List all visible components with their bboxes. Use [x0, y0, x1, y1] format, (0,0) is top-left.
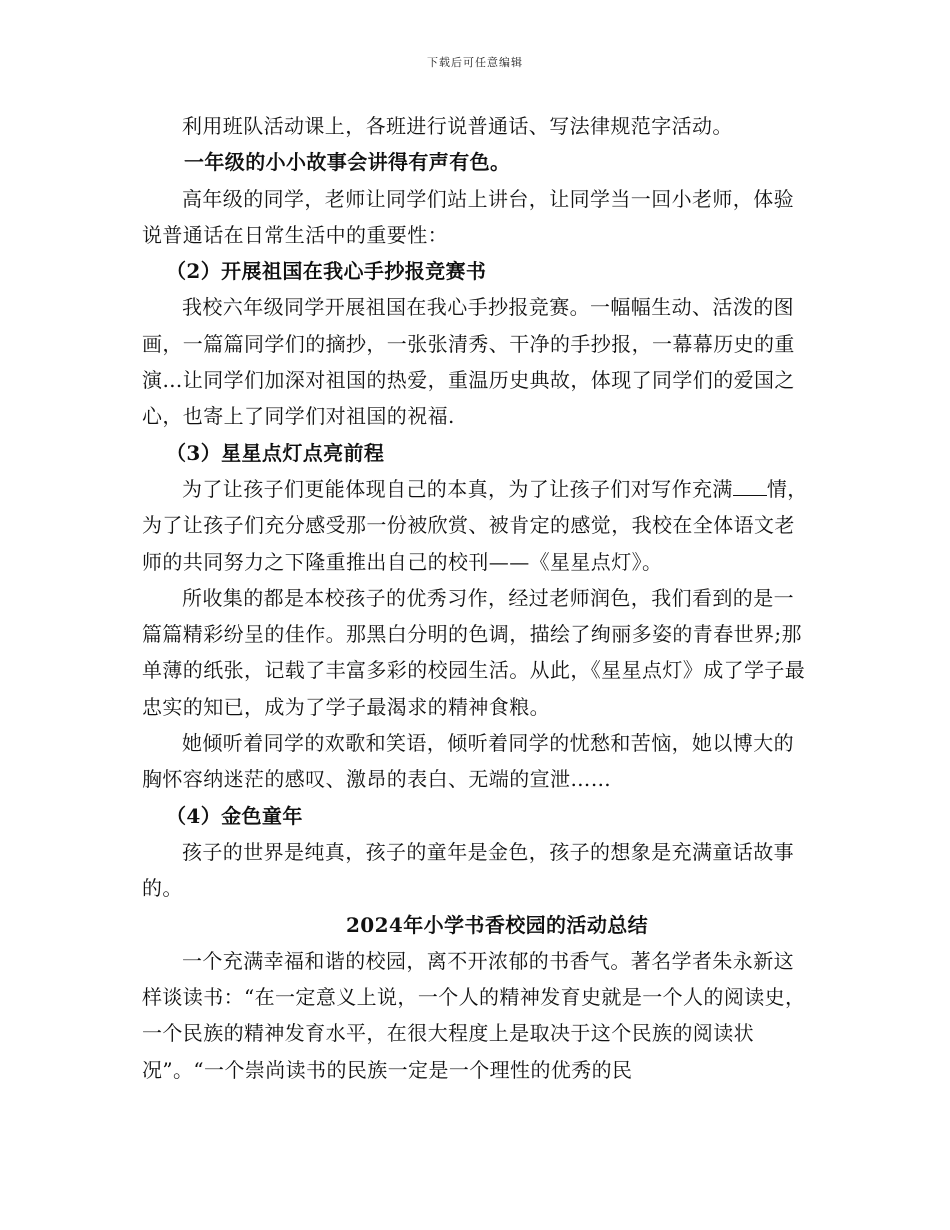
heading-section-4: （4）金色童年	[166, 803, 303, 828]
heading-story-meeting: 一年级的小小故事会讲得有声有色。	[184, 150, 511, 175]
fill-in-blank	[733, 477, 767, 496]
paragraph-4-part-b: 情，为了让孩子们充分感受那一份被欣赏、被肯定的感觉，我校在全体语文老师的共同努力之下隆重推出自己的校刊——《星星点灯》。	[142, 476, 808, 574]
heading-section-2: （2）开展祖国在我心手抄报竞赛书	[166, 259, 487, 284]
paragraph-2: 高年级的同学，老师让同学们站上讲台，让同学当一回小老师，体验说普通话在日常生活中的重要性：	[142, 186, 794, 247]
heading-section-3: （3）星星点灯点亮前程	[166, 440, 385, 465]
paragraph-4	[142, 471, 812, 580]
document-title: 2024年小学书香校园的活动总结	[345, 912, 649, 937]
paragraph-5: 所收集的都是本校孩子的优秀习作，经过老师润色，我们看到的是一篇篇精彩纷呈的佳作。那黑白分明的色调，描绘了绚丽多姿的青春世界;那单薄的纸张，记载了丰富多彩的校园生活。从此，《星星点灯》成了学子最忠实的知已，成为了学子最渴求的精神食粮。	[142, 585, 806, 719]
paragraph-4-part-a: 为了让孩子们更能体现自己的本真，为了让孩子们对写作充满	[182, 476, 733, 501]
paragraph-8: 一个充满幸福和谐的校园，离不开浓郁的书香气。著名学者朱永新这样谈读书：“在一定意义上说，一个人的精神发育史就是一个人的阅读史，一个民族的精神发育水平，在很大程度上是取决于这个民族的阅读状况”。“一个崇尚读书的民族一定是一个理性的优秀的民	[142, 948, 806, 1082]
page-header: 下载后可任意编辑	[427, 56, 523, 69]
paragraph-7: 孩子的世界是纯真，孩子的童年是金色，孩子的想象是充满童话故事的。	[142, 839, 794, 901]
document-body	[142, 108, 812, 1088]
paragraph-6: 她倾听着同学的欢歌和笑语，倾听着同学的忧愁和苦恼，她以博大的胸怀容纳迷茫的感叹、激昂的表白、无端的宣泄……	[142, 731, 794, 792]
paragraph-1: 利用班队活动课上，各班进行说普通话、写法律规范字活动。	[182, 114, 733, 138]
paragraph-3: 我校六年级同学开展祖国在我心手抄报竞赛。一幅幅生动、活泼的图画，一篇篇同学们的摘抄，一张张清秀、干净的手抄报，一幕幕历史的重演…让同学们加深对祖国的热爱，重温历史典故，体现了同学们的爱国之心，也寄上了同学们对祖国的祝福.	[142, 295, 795, 429]
